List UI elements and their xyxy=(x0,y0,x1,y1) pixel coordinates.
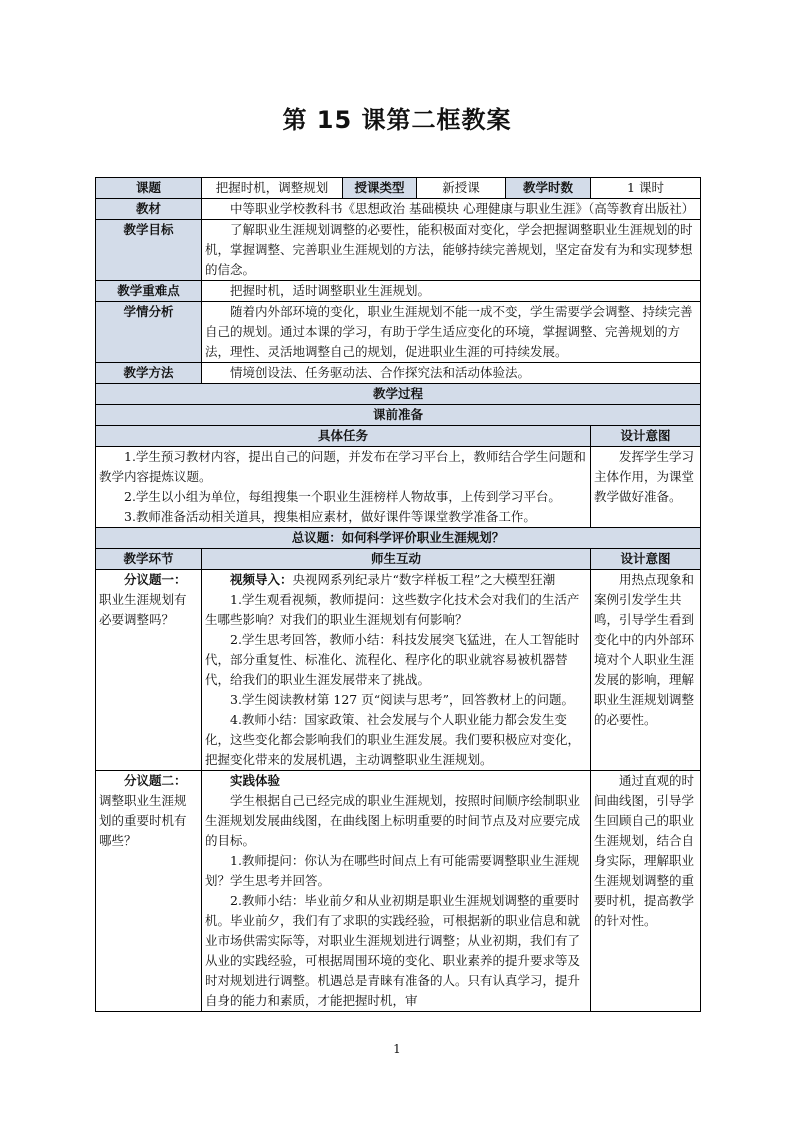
prep-task-item: 1.学生预习教材内容，提出自己的问题，并发布在学习平台上，教师结合学生问题和教学内容提炼议题。 xyxy=(99,449,586,484)
interaction-header: 师生互动 xyxy=(202,549,591,570)
hours-label: 教学时数 xyxy=(506,178,591,199)
video-intro-label: 视频导入： xyxy=(230,572,293,587)
key-points-row xyxy=(96,281,701,302)
prep-intent: 发挥学生学习主体作用，为课堂教学做好准备。 xyxy=(591,447,701,528)
prep-band xyxy=(96,405,701,426)
interaction-item: 学生根据自己已经完成的职业生涯规划，按照时间顺序绘制职业生涯规划发展曲线图，在曲线图上标明重要的时间节点及对应要完成的目标。 xyxy=(205,793,581,848)
sub-topic-2-interaction xyxy=(202,771,591,1012)
sub-topic-1-stage xyxy=(96,570,202,771)
analysis-value: 随着内外部环境的变化，职业生涯规划不能一成不变，学生需要学会调整、持续完善自己的规划。通过本课的学习，有助于学生适应变化的环境，掌握调整、完善规划的方法，理性、灵活地调整自己的规划，促进职业生涯的可持续发展。 xyxy=(202,302,701,363)
page-number: 1 xyxy=(393,1042,401,1056)
lesson-plan-table xyxy=(95,177,701,1012)
task-header: 具体任务 xyxy=(96,426,591,447)
analysis-row xyxy=(96,302,701,363)
video-intro-text: 央视网系列纪录片“数字样板工程”之大模型狂潮 xyxy=(292,572,556,587)
interaction-item: 3.学生阅读教材第 127 页“阅读与思考”，回答教材上的问题。 xyxy=(230,692,575,707)
page-title: 第 15 课第二框教案 xyxy=(282,106,512,134)
sub-topic-2-question: 调整职业生涯规划的重要时机有哪些？ xyxy=(99,793,187,848)
header-row xyxy=(96,178,701,199)
stage-header: 教学环节 xyxy=(96,549,202,570)
prep-header-row xyxy=(96,426,701,447)
sub-topic-2-row xyxy=(96,771,701,1012)
topic-band xyxy=(96,528,701,549)
sub-topic-2-stage xyxy=(96,771,202,1012)
prep-task-item: 2.学生以小组为单位，每组搜集一个职业生涯榜样人物故事，上传到学习平台。 xyxy=(124,489,561,504)
sub-topic-1-row xyxy=(96,570,701,771)
sub-topic-1-question: 职业生涯规划有必要调整吗？ xyxy=(99,592,187,627)
intent-header: 设计意图 xyxy=(591,549,701,570)
methods-row xyxy=(96,363,701,384)
sub-topic-1-interaction xyxy=(202,570,591,771)
hours-value: 1 课时 xyxy=(591,178,701,199)
overall-topic: 总议题：如何科学评价职业生涯规划？ xyxy=(96,528,701,549)
type-label: 授课类型 xyxy=(343,178,417,199)
textbook-value: 中等职业学校教科书《思想政治 基础模块 心理健康与职业生涯》（高等教育出版社） xyxy=(202,199,701,220)
prep-label: 课前准备 xyxy=(96,405,701,426)
prep-task-item: 3.教师准备活动相关道具，搜集相应素材，做好课件等课堂教学准备工作。 xyxy=(124,509,536,524)
sub-topic-1-intent: 用热点现象和案例引发学生共鸣，引导学生看到变化中的内外部环境对个人职业生涯发展的影响，理解职业生涯规划调整的必要性。 xyxy=(591,570,701,771)
interaction-item: 2.学生思考回答，教师小结：科技发展突飞猛进，在人工智能时代，部分重复性、标准化、流程化、程序化的职业就容易被机器替代，给我们的职业生涯发展带来了挑战。 xyxy=(205,632,580,687)
textbook-row xyxy=(96,199,701,220)
prep-tasks xyxy=(96,447,591,528)
prep-content-row xyxy=(96,447,701,528)
interaction-item: 1.学生观看视频，教师提问：这些数字化技术会对我们的生活产生哪些影响？对我们的职业生涯规划有何影响？ xyxy=(205,592,580,627)
stage-header-row xyxy=(96,549,701,570)
textbook-label: 教材 xyxy=(96,199,202,220)
goals-label: 教学目标 xyxy=(96,220,202,281)
interaction-item: 4.教师小结：国家政策、社会发展与个人职业能力都会发生变化，这些变化都会影响我们的职业生涯发展。我们要积极应对变化，把握变化带来的发展机遇，主动调整职业生涯规划。 xyxy=(205,712,581,767)
prep-intent-header: 设计意图 xyxy=(591,426,701,447)
sub-topic-2-title: 分议题二： xyxy=(124,773,187,788)
key-points-label: 教学重难点 xyxy=(96,281,202,302)
goals-value: 了解职业生涯规划调整的必要性，能积极面对变化，学会把握调整职业生涯规划的时机，掌握调整、完善职业生涯规划的方法，能够持续完善规划，坚定奋发有为和实现梦想的信念。 xyxy=(202,220,701,281)
analysis-label: 学情分析 xyxy=(96,302,202,363)
sub-topic-1-title: 分议题一： xyxy=(124,572,187,587)
methods-value: 情境创设法、任务驱动法、合作探究法和活动体验法。 xyxy=(202,363,701,384)
lesson-value: 把握时机，调整规划 xyxy=(202,178,343,199)
process-label: 教学过程 xyxy=(96,384,701,405)
methods-label: 教学方法 xyxy=(96,363,202,384)
key-points-value: 把握时机，适时调整职业生涯规划。 xyxy=(202,281,701,302)
lesson-label: 课题 xyxy=(96,178,202,199)
practice-label: 实践体验 xyxy=(230,773,281,788)
sub-topic-2-intent: 通过直观的时间曲线图，引导学生回顾自己的职业生涯规划，结合自身实际，理解职业生涯规划调整的重要时机，提高教学的针对性。 xyxy=(591,771,701,1012)
goals-row xyxy=(96,220,701,281)
interaction-item: 2.教师小结：毕业前夕和从业初期是职业生涯规划调整的重要时机。毕业前夕，我们有了求职的实践经验，可根据新的职业信息和就业市场供需实际等，对职业生涯规划进行调整；从业初期，我们有了从业的实践经验，可根据周围环境的变化、职业素养的提升要求等及时对规划进行调整。机遇总是青睐有准备的人。只有认真学习，提升自身的能力和素质，才能把握时机，审 xyxy=(205,893,581,1008)
interaction-item: 1.教师提问：你认为在哪些时间点上有可能需要调整职业生涯规划？学生思考并回答。 xyxy=(205,853,580,888)
type-value: 新授课 xyxy=(417,178,506,199)
process-band xyxy=(96,384,701,405)
